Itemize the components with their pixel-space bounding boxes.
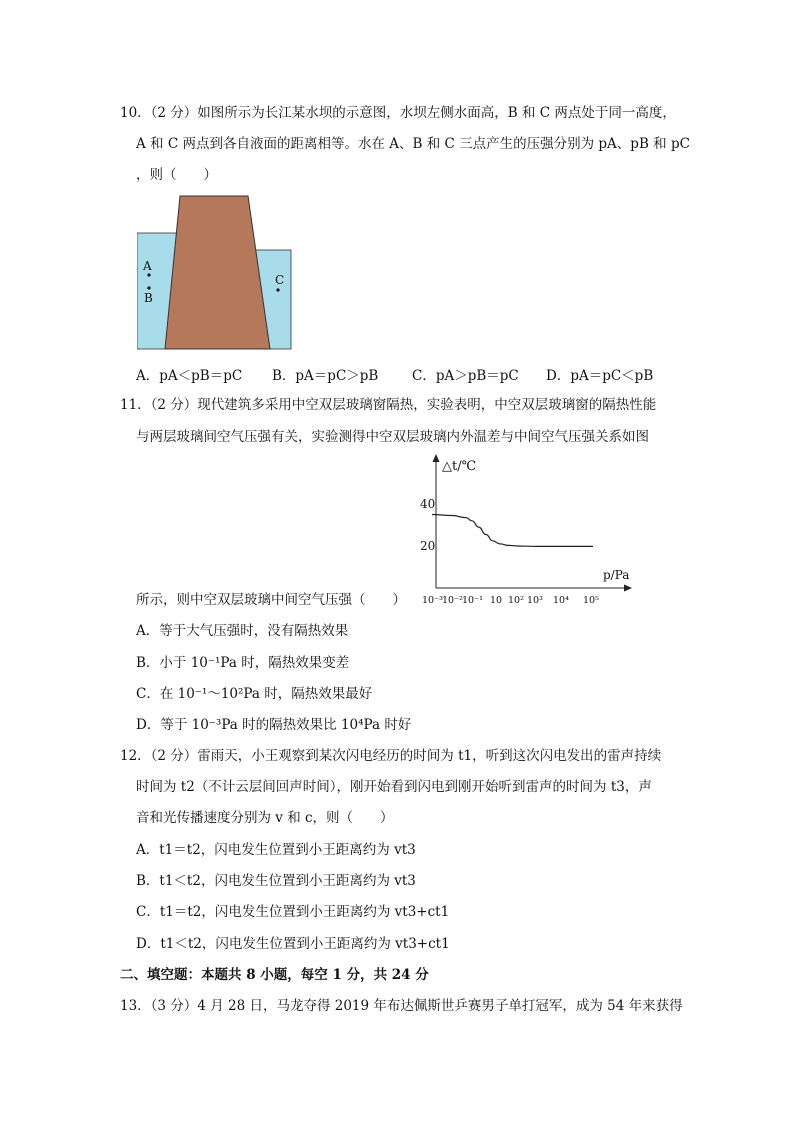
y-tick-label: 20 bbox=[420, 539, 436, 553]
q10-option-c[interactable]: C．pA＞pB＝pC bbox=[412, 368, 519, 384]
chart-ticks bbox=[420, 497, 599, 606]
q11-option-a[interactable]: A．等于大气压强时，没有隔热效果 bbox=[136, 623, 349, 639]
x-tick-label: 10⁴ bbox=[553, 595, 569, 606]
q13-line1: 13．（3 分）4 月 28 日，马龙夺得 2019 年布达佩斯世乒赛男子单打冠军，成为 54 年来获得 bbox=[120, 998, 683, 1014]
q10-line1: 10．（2 分）如图所示为长江某水坝的示意图，水坝左侧水面高，B 和 C 两点处于同一高度， bbox=[120, 105, 676, 121]
x-tick-label: 10⁻² bbox=[442, 595, 463, 606]
section-heading: 二、填空题：本题共 8 小题，每空 1 分，共 24 分 bbox=[120, 967, 429, 983]
q10-option-a[interactable]: A．pA＜pB＝pC bbox=[136, 368, 243, 384]
point-a-dot bbox=[147, 273, 150, 276]
q10-line3: ，则（ ） bbox=[136, 167, 217, 183]
dam-body bbox=[165, 196, 270, 349]
q12-option-a[interactable]: A．t1＝t2，闪电发生位置到小王距离约为 vt3 bbox=[136, 842, 416, 858]
point-c-dot bbox=[276, 288, 279, 291]
q11-line1: 11．（2 分）现代建筑多采用中空双层玻璃窗隔热，实验表明，中空双层玻璃窗的隔热性能 bbox=[120, 397, 657, 413]
x-axis-arrow bbox=[624, 585, 632, 592]
q12-option-d[interactable]: D．t1＜t2，闪电发生位置到小王距离约为 vt3+ct1 bbox=[136, 936, 450, 952]
label-c: C bbox=[275, 273, 285, 287]
label-a: A bbox=[143, 259, 152, 273]
q12-line2: 时间为 t2（不计云层间回声时间），刚开始看到闪电到刚开始听到雷声的时间为 t3，声 bbox=[136, 779, 652, 795]
x-tick-label: 10⁻¹ bbox=[462, 595, 483, 606]
q11-line3: 所示，则中空双层玻璃中间空气压强（ ） bbox=[136, 592, 406, 608]
q10-options bbox=[136, 364, 656, 384]
q12-line3: 音和光传播速度分别为 v 和 c，则（ ） bbox=[136, 810, 394, 826]
q12-option-b[interactable]: B．t1＜t2，闪电发生位置到小王距离约为 vt3 bbox=[136, 873, 416, 889]
q12-line1: 12．（2 分）雷雨天，小王观察到某次闪电经历的时间为 t1，听到这次闪电发出的雷声持续 bbox=[120, 748, 662, 764]
y-axis-arrow bbox=[433, 454, 440, 462]
x-tick-label: 10⁵ bbox=[583, 595, 599, 606]
q11-option-b[interactable]: B．小于 10⁻¹Pa 时，隔热效果变差 bbox=[136, 655, 350, 671]
x-tick-label: 10⁻³ bbox=[422, 595, 443, 606]
q10-option-b[interactable]: B．pA＝pC＞pB bbox=[272, 368, 379, 384]
x-tick-label: 10² bbox=[508, 595, 524, 606]
q11-line2: 与两层玻璃间空气压强有关，实验测得中空双层玻璃内外温差与中间空气压强关系如图 bbox=[136, 429, 649, 445]
x-tick-label: 10³ bbox=[527, 595, 543, 606]
q11-option-c[interactable]: C．在 10⁻¹～10²Pa 时，隔热效果最好 bbox=[136, 686, 373, 702]
series-line bbox=[432, 515, 593, 547]
y-axis-label: △t/℃ bbox=[442, 459, 477, 474]
label-b: B bbox=[144, 291, 153, 305]
y-tick-label: 40 bbox=[420, 497, 436, 511]
pressure-chart bbox=[410, 452, 640, 610]
q11-option-d[interactable]: D．等于 10⁻³Pa 时的隔热效果比 10⁴Pa 时好 bbox=[136, 717, 412, 733]
q12-option-c[interactable]: C．t1＝t2，闪电发生位置到小王距离约为 vt3+ct1 bbox=[136, 904, 450, 920]
point-b-dot bbox=[147, 286, 150, 289]
q10-option-d[interactable]: D．pA＝pC＜pB bbox=[546, 368, 654, 384]
dam-diagram bbox=[137, 194, 293, 352]
x-axis-label: p/Pa bbox=[603, 568, 630, 582]
x-tick-label: 10 bbox=[490, 595, 503, 606]
q10-line2: A 和 C 两点到各自液面的距离相等。水在 A、B 和 C 三点产生的压强分别为 pA、pB 和 pC bbox=[136, 136, 690, 152]
